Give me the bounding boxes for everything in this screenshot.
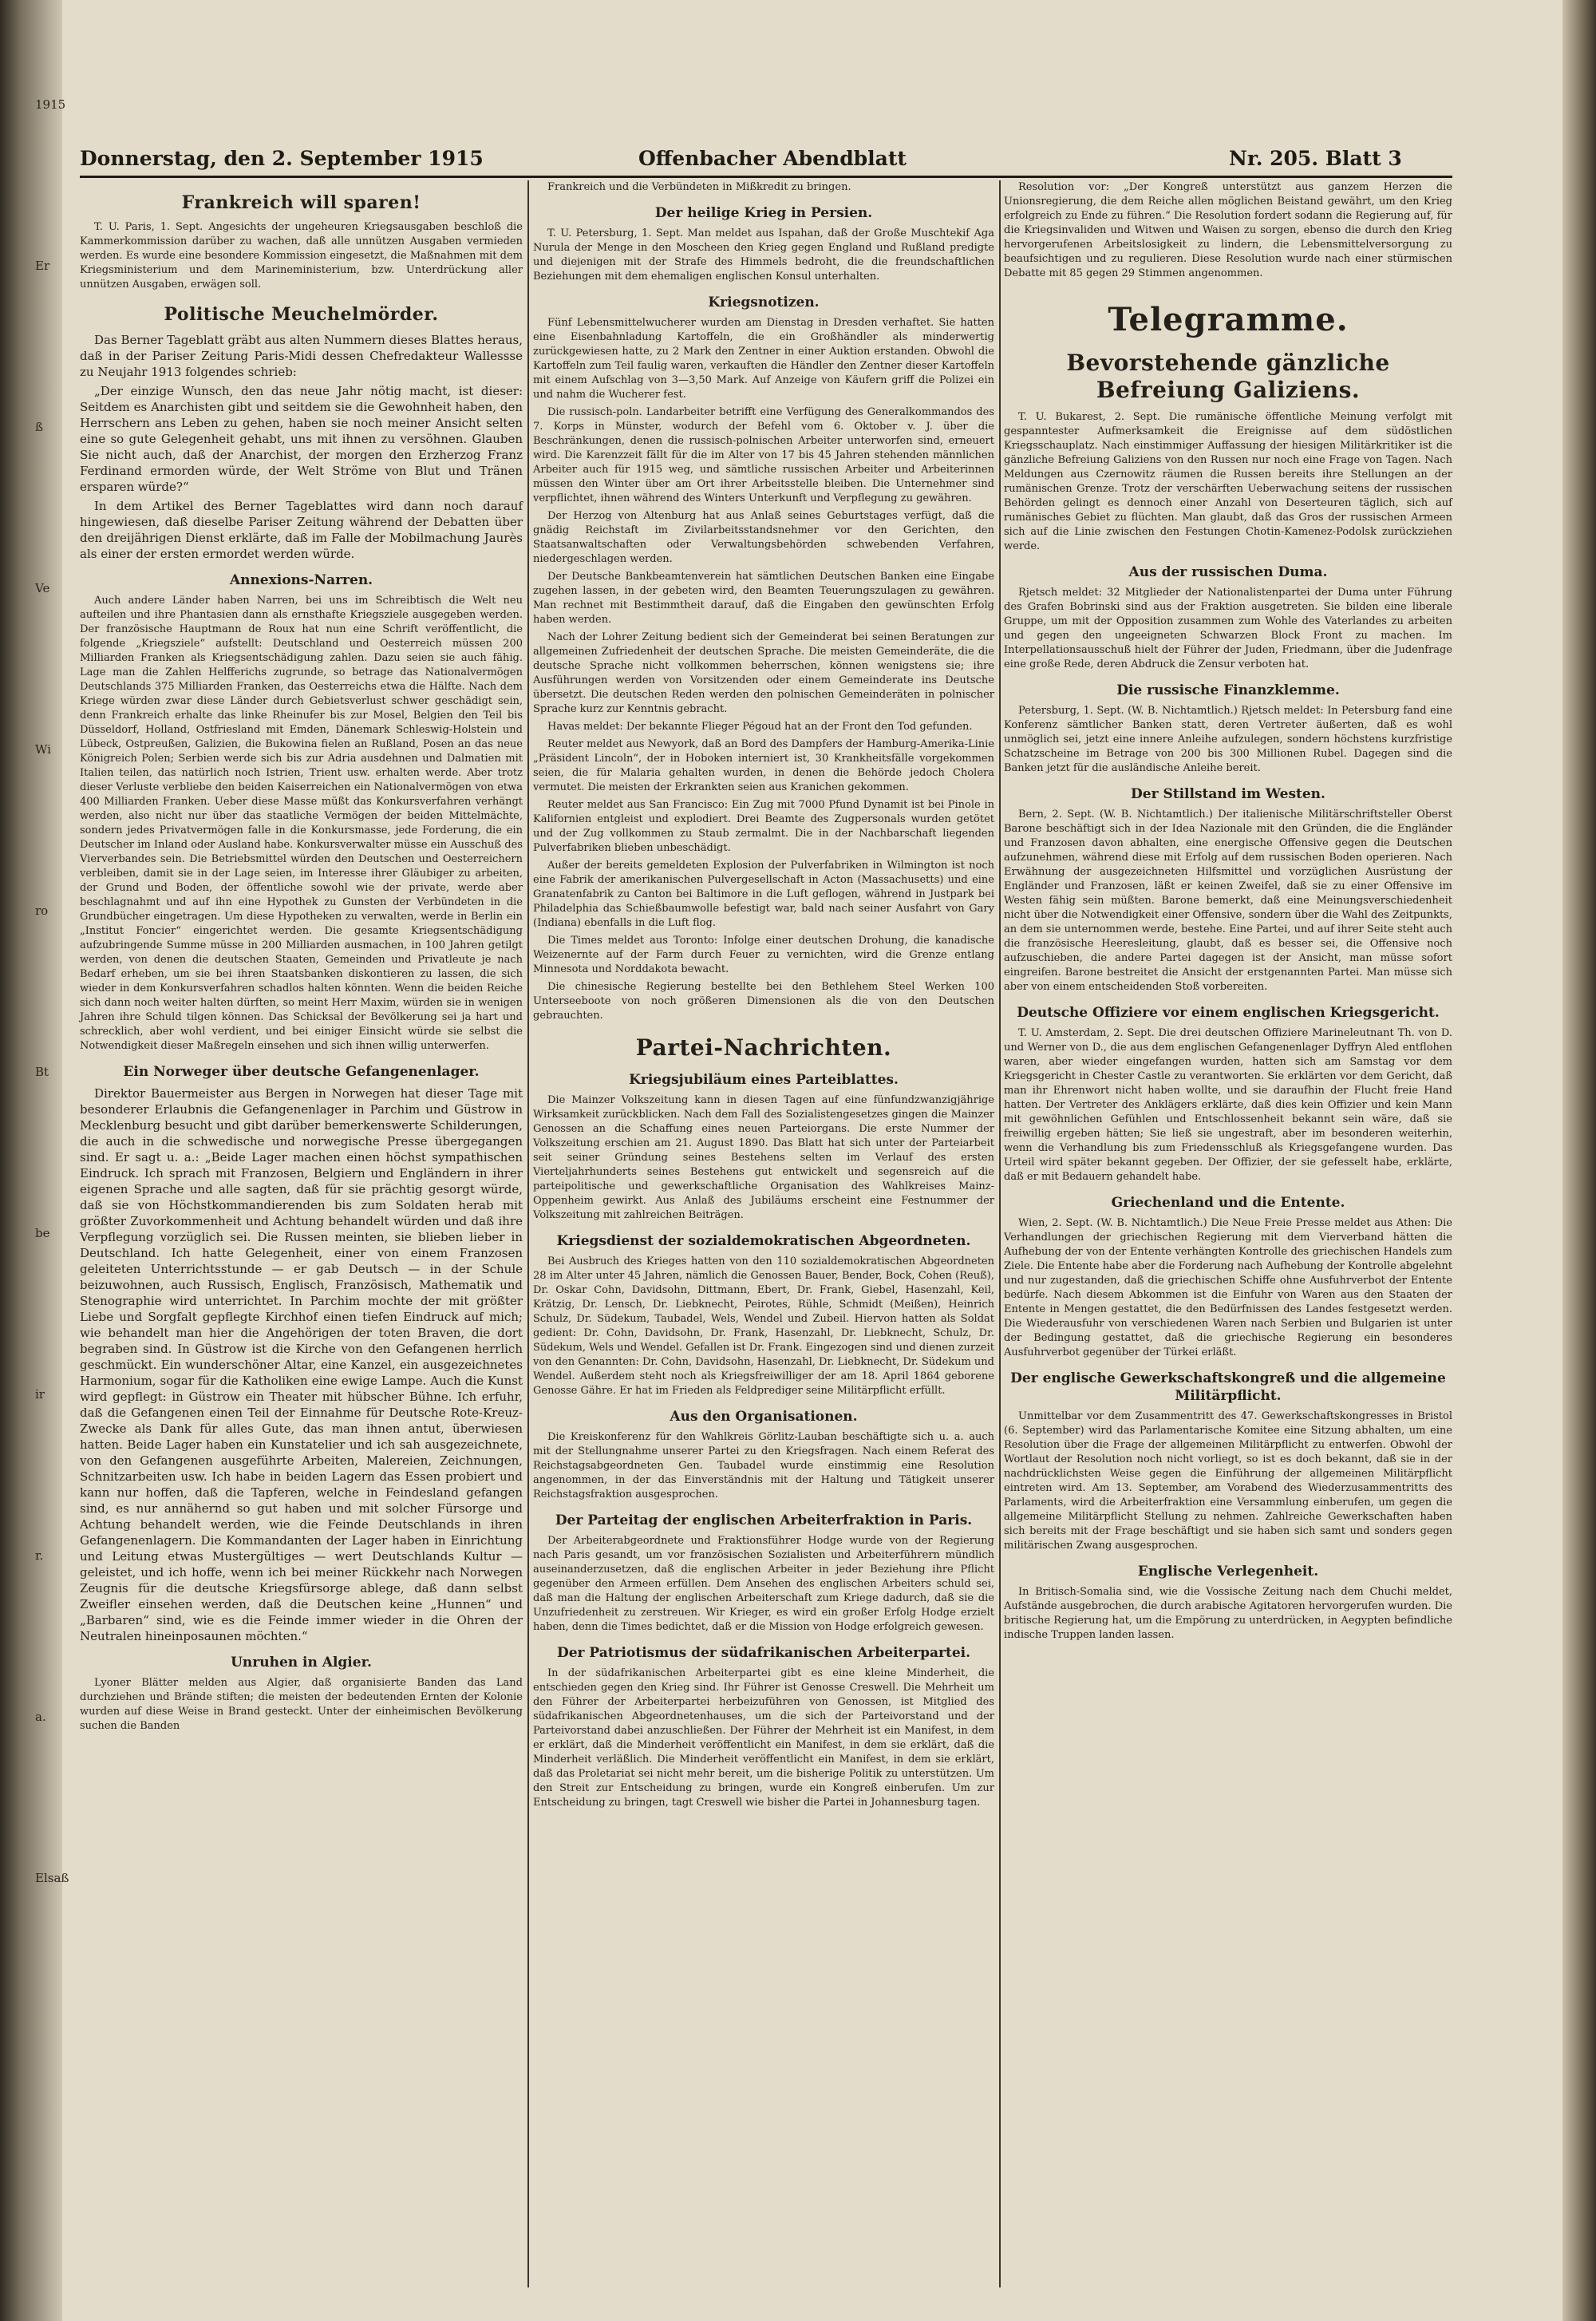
spine-fragment: Er xyxy=(35,259,50,273)
article-paragraph: Die russisch-poln. Landarbeiter betrifft eine Verfügung des Generalkommandos des 7. Korps in Münster, wodurch der Befehl vom 6. Oktober v. J. über die Beschränkungen, denen die russisch-polnischen Arbeiter unterworfen sind, erneuert wird. Die Karenzzeit fällt für die im Alter von 17 bis 45 Jahren stehenden männlichen Arbeiter auch für 1915 weg, und sämtliche russischen Arbeiter und Arbeiterinnen müssen den Winter über am Ort ihrer Arbeitsstelle bleiben. Die Unternehmer sind verpflichtet, ihnen während des Winters Unterkunft und Verpflegung zu gewähren. xyxy=(533,406,994,504)
article-paragraph: Petersburg, 1. Sept. (W. B. Nichtamtlich.) Rjetsch meldet: In Petersburg fand eine Konferenz sämtlicher Banken statt, deren Vertreter äußerten, daß es wohl unmöglich sei, jetzt eine innere Anleihe aufzulegen, sondern höchstens kurzfristige Schatzscheine im Betrage von 200 bis 300 Millionen Rubel. Dagegen sind die Banken jetzt für die ausländische Anleihe bereit. xyxy=(1004,705,1452,774)
article-paragraph: Havas meldet: Der bekannte Flieger Pégoud hat an der Front den Tod gefunden. xyxy=(547,721,973,733)
article-paragraph: In dem Artikel des Berner Tageblattes wird dann noch darauf hingewiesen, daß dieselbe Pariser Zeitung während der Debatten über den dreijährigen Dienst erklärte, daß im Falle der Mobilmachung Jaurès als einer der ersten ermordet werden würde. xyxy=(80,499,523,561)
spine-fragment: a. xyxy=(35,1710,46,1724)
spine-fragment: ß xyxy=(35,420,44,434)
article-paragraph: Reuter meldet aus San Francisco: Ein Zug mit 7000 Pfund Dynamit ist bei Pinole in Kalifornien entgleist und explodiert. Drei Beamte des Zugpersonals wurden getötet und der Zug vollkommen zu Staub zermalmt. Die in der Nachbarschaft liegenden Pulverfabriken blieben unbeschädigt. xyxy=(533,799,994,854)
column-divider xyxy=(527,180,529,2287)
article-paragraph: Nach der Lohrer Zeitung bedient sich der Gemeinderat bei seinen Beratungen zur allgemeinen Zufriedenheit der deutschen Sprache. Die meisten Gemeinderäte, die die deutsche Sprache nicht vollkommen beherrschen, können wenigstens sie; ihre Ausführungen werden von Vorsitzenden oder einem Gemeinderate ins Deutsche übersetzt. Die deutschen Reden werden den polnischen Gemeinderäten in polnischer Sprache kurz zur Kenntnis gebracht. xyxy=(533,631,994,715)
spine-text xyxy=(35,96,69,2030)
article-paragraph: T. U. Petersburg, 1. Sept. Man meldet aus Ispahan, daß der Große Muschtekif Aga Nurula der Menge in den Moscheen den Krieg gegen England und Rußland predigte und diejenigen mit der Strafe des Himmels bedroht, die die freundschaftlichen Beziehungen mit dem ehemaligen englischen Konsul unterhalten. xyxy=(533,227,994,283)
article-subheadline: Der Stillstand im Westen. xyxy=(1131,786,1325,802)
spine-fragment: be xyxy=(35,1226,50,1240)
binding-edge xyxy=(1562,0,1596,2321)
article-subheadline: Annexions-Narren. xyxy=(229,572,373,588)
article-subheadline: Kriegsjubiläum eines Parteiblattes. xyxy=(629,1072,899,1088)
article-paragraph: In Britisch-Somalia sind, wie die Vossische Zeitung nach dem Chuchi meldet, Aufstände ausgebrochen, die durch arabische Agitatoren hervorgerufen wurden. Die britische Regierung hat, um die Empörung zu unterdrücken, in Aegypten befindliche indische Truppen landen lassen. xyxy=(1004,1586,1452,1641)
column-1 xyxy=(80,180,523,2287)
article-paragraph: Resolution vor: „Der Kongreß unterstützt aus ganzem Herzen die Unionsregierung, die dem Reiche allen möglichen Beistand gewährt, um den Krieg erfolgreich zu Ende zu führen.“ Die Resolution fordert sodann die Regierung auf, für die Kriegsinvaliden und Witwen und Waisen zu sorgen, ebenso die durch den Krieg hervorgerufenen Arbeitslosigkeit zu lindern, die Lebensmittelversorgung zu beaufsichtigen und zu regulieren. Diese Resolution wurde nach einer stürmischen Debatte mit 85 gegen 29 Stimmen angenommen. xyxy=(1004,181,1452,279)
spine-fragment: Bt xyxy=(35,1065,49,1079)
article-subheadline: Kriegsnotizen. xyxy=(708,295,820,310)
article-paragraph: Auch andere Länder haben Narren, bei uns im Schreibtisch die Welt neu aufteilen und ihre Phantasien dann als ernsthafte Kriegsziele ausgegeben werden. Der französische Hauptmann de Roux hat nun eine Schrift veröffentlicht, die folgende „Kriegsziele“ aufstellt: Deutschland und Oesterreich müssen 200 Milliarden Franken als Kriegsentschädigung zahlen. Dazu seien sie auch fähig. Lage man die Zahlen Helfferichs zugrunde, so betrage das Nationalvermögen Deutschlands 375 Milliarden Franken, das Oesterreichs etwa die Hälfte. Nach dem Kriege würden zwar diese Länder durch Gebietsverlust schwer geschädigt sein, denn Frankreich erhalte das linke Rheinufer bis zur Mosel, Belgien den Teil bis Düsseldorf, Holland, Ostfriesland mit Emden, Dänemark Schleswig-Holstein und Lübeck, Ostpreußen, Galizien, die Bukowina fielen an Rußland, Posen an das neue Königreich Polen; Serbien werde sich bis zur Adria ausdehnen und Dalmatien mit Italien teilen, das natürlich noch Istrien, Trient usw. erhalten werde. Aber trotz dieser Verluste verbliebe den beiden Kaiserreichen ein Nationalvermögen von etwa 400 Milliarden Franken. Ueber diese Masse müßt das Konkursverfahren verhängt werden, also nicht nur über das staatliche Vermögen der beiden Mittelmächte, sondern jedes Privatvermögen falle in die Konkursmasse, jede Forderung, die ein Deutscher im Inland oder Ausland habe. Konkursverwalter müsse ein Ausschuß des Vierverbandes sein. Die Betriebsmittel würden den Deutschen und Oesterreichern verbleiben, damit sie in der Lage seien, im Interesse ihrer Gläubiger zu arbeiten, der Grund und Boden, der öffentliche sowohl wie der private, werde aber beschlagnahmt und auf ihn eine Hypothek zu Gunsten der Verbündeten in die Grundbücher eingetragen. Um diese Hypotheken zu verwalten, werde in Berlin ein „Institut Foncier“ eingerichtet werden. Die gesamte Kriegsentschädigung aufzubringende Summe müsse in 200 Milliarden ausmachen, in 100 Jahren getilgt werden, von denen die deutschen Staaten, Gemeinden und Privatleute je nach Bedarf erheben, um sie bei ihren Staatsbanken diskontieren zu lassen, die sich wieder in dem Konkursverfahren schadlos halten könnten. Wenn die beiden Reiche sich dann noch weiter halten dürften, so meint Herr Maxim, würden sie in wenigen Jahren ihre Schuld tilgen können. Das Schicksal der Bevölkerung sei ja hart und schrecklich, aber wohl verdient, und bei einiger Einsicht würde sie selbst die Notwendigkeit dieser Maßregeln einsehen und sich ihnen willig unterwerfen. xyxy=(80,595,523,1052)
article-subheadline: Unruhen in Algier. xyxy=(231,1655,372,1671)
header-paper-name: Offenbacher Abendblatt xyxy=(638,147,907,170)
article-paragraph: Die Kreiskonferenz für den Wahlkreis Görlitz-Lauban beschäftigte sich u. a. auch mit der Stellungnahme unserer Partei zu den Kriegsfragen. Nach einem Referat des Reichstagsabgeordneten Gen. Taubadel wurde einstimmig eine Resolution angenommen, in der das Einverständnis mit der Haltung und Tätigkeit unserer Reichstagsfraktion ausgesprochen. xyxy=(533,1431,994,1501)
article-subheadline: Die russische Finanzklemme. xyxy=(1116,682,1340,698)
article-paragraph: Die chinesische Regierung bestellte bei den Bethlehem Steel Werken 100 Unterseeboote von noch größeren Dimensionen als die von den Deutschen gebrauchten. xyxy=(533,981,994,1022)
spine-fragment: ir xyxy=(35,1387,45,1402)
article-paragraph: Der Herzog von Altenburg hat aus Anlaß seines Geburtstages verfügt, daß die gnädig Reichstaft im Zivilarbeitsstandsnehmer vor den Gerichten, den Staatsanwaltschaften oder Verwaltungsbehörden schwebenden Verfahren, niedergeschlagen werden. xyxy=(533,510,994,565)
article-subheadline: Der Parteitag der englischen Arbeiterfraktion in Paris. xyxy=(555,1512,973,1528)
article-paragraph: In der südafrikanischen Arbeiterpartei gibt es eine kleine Minderheit, die entschieden gegen den Krieg sind. Ihr Führer ist Genosse Creswell. Die Mehrheit um den Führer der Arbeiterpartei herbeizuführen von Genossen, ist Mitglied des südafrikanischen Abgeordnetenhauses, um die sich der Parteivorstand und der Parteivorstand dabei anzuschließen. Der Führer der Mehrheit ist ein Manifest, in dem er erklärt, daß die Minderheit veröffentlicht ein Manifest, in dem sie erklärt, daß die Minderheit verläßlich. Die Minderheit veröffentlicht ein Manifest, in dem sie erklärt, daß das Proletariat sei nicht mehr bereit, um die bisherige Politik zu unterstützen. Um den Streit zur Entscheidung zu bringen, wurde ein Kongreß einberufen. Um zur Entscheidung zu bringen, tagt Creswell wie bisher die Partei in Johannesburg tagen. xyxy=(533,1667,994,1809)
spine-fragment: Elsaß xyxy=(35,1871,69,1885)
article-headline: Bevorstehende gänzliche Befreiung Galiziens. xyxy=(1066,350,1390,403)
article-paragraph: Das Berner Tageblatt gräbt aus alten Nummern dieses Blattes heraus, daß in der Pariser Zeitung Paris-Midi dessen Chefredakteur Wallessse zu Neujahr 1913 folgendes schrieb: xyxy=(80,333,523,379)
article-paragraph: Direktor Bauermeister aus Bergen in Norwegen hat dieser Tage mit besonderer Erlaubnis die Gefangenenlager in Parchim und Güstrow in Mecklenburg besucht und gibt darüber bemerkenswerte Schilderungen, die auch in die schwedische und norwegische Presse übergegangen sind. Er sagt u. a.: „Beide Lager machen einen höchst sympathischen Eindruck. Ich sprach mit Franzosen, Belgiern und Engländern in ihrer eigenen Sprache und alle sagten, daß für sie prächtig gesorgt würde, daß sie von Höchstkommandierenden bis zum Soldaten herab mit größter Zuvorkommenheit und Achtung behandelt würden und daß ihre Verpflegung vorzüglich sei. Die Russen meinten, sie blieben lieber in Deutschland. Ich hatte Gelegenheit, einer von einem Franzosen geleiteten Unterrichtsstunde — er gab Deutsch — in der Schule beizuwohnen, auch Russisch, Englisch, Französisch, Mathematik und Stenographie wird unterrichtet. In Parchim mochte der mit größter Liebe und Sorgfalt gepflegte Kirchhof einen tiefen Eindruck auf mich; wie behandelt man hier die Angehörigen der toten Braven, die dort begraben sind. In Güstrow ist die Kirche von den Gefangenen herrlich geschmückt. Ein wunderschöner Altar, eine Kanzel, ein ausgezeichnetes Harmonium, sogar für die Katholiken eine ewige Lampe. Auch die Kunst wird gepflegt: in Güstrow ein Theater mit hübscher Bühne. Ich erfuhr, daß die Gefangenen einen Teil der Einnahme für Deutsche Rote-Kreuz-Zwecke als Dank für alles Gute, das man ihnen antut, überwiesen hatten. Beide Lager haben ein Kunstatelier und ich sah ausgezeichnete, von den Gefangenen ausgeführte Arbeiten, Malereien, Zeichnungen, Schnitzarbeiten usw. Ich habe in beiden Lagern das Essen probiert und kann nur hoffen, daß die Tapferen, welche in Feindesland gefangen sind, es nur annähernd so gut haben und mit solcher Fürsorge und Achtung behandelt werden, wie die Feinde Deutschlands in ihren Gefangenenlagern. Die Kommandanten der Lager haben in Einrichtung und Leitung etwas Mustergültiges — wert Deutschlands Kultur — geleistet, und ich hoffe, wenn ich bei meiner Rückkehr nach Norwegen Zeugnis für die deutsche Kriegsfürsorge ablege, daß dann selbst Zweifler einsehen werden, daß die Deutschen keine „Hunnen“ und „Barbaren“ sind, wie es die Feinde immer wieder in die Ohren der Neutralen hineinposaunen möchten.“ xyxy=(80,1086,523,1643)
article-headline: Frankreich will sparen! xyxy=(181,192,421,213)
article-subheadline: Der englische Gewerkschaftskongreß und die allgemeine Militärpflicht. xyxy=(1010,1370,1446,1404)
article-subheadline: Englische Verlegenheit. xyxy=(1137,1564,1319,1580)
article-subheadline: Aus der russischen Duma. xyxy=(1128,564,1328,580)
article-paragraph: T. U. Paris, 1. Sept. Angesichts der ungeheuren Kriegsausgaben beschloß die Kammerkommission darüber zu wachen, daß alle unnützen Ausgaben vermieden werden. Es wurde eine besondere Kommission eingesetzt, die Maßnahmen mit dem Kriegsministerium und dem Marineministerium, bzw. Unterdrückung aller unnützen Ausgaben, erwägen soll. xyxy=(80,221,523,291)
article-paragraph: T. U. Bukarest, 2. Sept. Die rumänische öffentliche Meinung verfolgt mit gespanntester Aufmerksamkeit die Ereignisse auf dem südöstlichen Kriegsschauplatz. Nach einstimmiger Auffassung der hiesigen Militärkritiker ist die gänzliche Befreiung Galiziens von den Russen nur noch eine Frage von Tagen. Nach Meldungen aus Czernowitz räumen die Russen bereits ihre Stellungen an der rumänischen Grenze. Trotz der verschärften Ueberwachung seitens der russischen Behörden gelingt es dennoch einer Anzahl von Deserteuren täglich, sich auf rumänisches Gebiet zu flüchten. Man glaubt, daß das Gros der russischen Armeen sich auf die Linie zwischen den Festungen Chotin-Kamenez-Podolsk zurückziehen werde. xyxy=(1004,411,1452,552)
article-paragraph: Der Deutsche Bankbeamtenverein hat sämtlichen Deutschen Banken eine Eingabe zugehen lassen, in der gebeten wird, den Beamten Teuerungszulagen zu gewähren. Man rechnet mit Bestimmtheit darauf, daß die Eingaben den gewünschten Erfolg haben werden. xyxy=(533,571,994,626)
article-paragraph: Bern, 2. Sept. (W. B. Nichtamtlich.) Der italienische Militärschriftsteller Oberst Barone beschäftigt sich in der Idea Nazionale mit den Gründen, die die Engländer und Franzosen davon abhalten, eine energische Offensive gegen die Deutschen aufzunehmen, während diese mit Erfolg auf dem russischen Boden operieren. Nach Erwähnung der ausgezeichneten Hilfsmittel und vorzüglichen Ausrüstung der Engländer und Franzosen, läßt er keinen Zweifel, daß sie zu einer Offensive im Westen fähig sein müßten. Barone bemerkt, daß eine Meinungsverschiedenheit nicht über die Notwendigkeit einer Offensive, sondern über die Wahl des Zeitpunkts, an dem sie unternommen werde, bestehe. Eine Partei, und auf ihrer Seite steht auch die französische Heeresleitung, glaubt, daß es besser sei, die Offensive noch aufzuschieben, die andere Partei dagegen ist der Ansicht, man müsse sofort eingreifen. Barone bestreitet die Ansicht der erstgenannten Partei. Man müsse sich aber von einem entscheidenden Stoß vorbereiten. xyxy=(1004,809,1452,993)
column-3 xyxy=(1004,180,1452,2287)
column-2 xyxy=(533,180,994,2287)
article-headline: Telegramme. xyxy=(1108,301,1349,338)
header-date: Donnerstag, den 2. September 1915 xyxy=(80,147,484,170)
article-paragraph: Unmittelbar vor dem Zusammentritt des 47. Gewerkschaftskongresses in Bristol (6. September) wird das Parlamentarische Komitee eine Sitzung abhalten, um eine Resolution über die Frage der allgemeinen Militärpflicht zu entwerfen. Obwohl der Wortlaut der Resolution noch nicht vorliegt, so ist es doch bekannt, daß sie in der nachdrücklichsten Weise gegen die Einführung der allgemeinen Militärpflicht eintreten wird. Am 13. September, am Vorabend des Wiederzusammentritts des Parlaments, wird die Arbeiterfraktion eine Versammlung einberufen, um gegen die allgemeine Militärpflicht Stellung zu nehmen. Zahlreiche Gewerkschaften haben sich bereits mit der Frage beschäftigt und sie haben sich samt und sonders gegen militärischen Zwang ausgesprochen. xyxy=(1004,1410,1452,1552)
article-paragraph: Der Arbeiterabgeordnete und Fraktionsführer Hodge wurde von der Regierung nach Paris gesandt, um vor französischen Sozialisten und Arbeiterführern mündlich auseinanderzusetzen, daß die englischen Arbeiter in jeder Beziehung ihre Pflicht gegenüber den Armeen erfüllen. Dem Ansehen des englischen Arbeiters schuld sei, daß man die Haltung der englischen Arbeiterschaft zum Kriege dadurch, daß sie die Unzufriedenheit zu zerstreuen. Wir Krieger, es wird ein großer Erfolg Hodge erzielt haben, denn die Times bedichtet, daß er die Mission von Hodge erfolgreich gewesen. xyxy=(533,1535,994,1633)
article-paragraph: „Der einzige Wunsch, den das neue Jahr nötig macht, ist dieser: Seitdem es Anarchisten gibt und seitdem sie die Gewohnheit haben, den Herrschern ans Leben zu gehen, haben sie noch meiner Ansicht selten eine so gute Gelegenheit gehabt, uns mit ihnen zu versöhnen. Glauben Sie nicht auch, daß der Anarchist, der morgen den Erzherzog Franz Ferdinand ermorden würde, der Welt Ströme von Blut und Tränen ersparen würde?“ xyxy=(80,384,523,494)
spine-fragment: 1915 xyxy=(35,97,66,112)
article-paragraph: Bei Ausbruch des Krieges hatten von den 110 sozialdemokratischen Abgeordneten 28 im Alter unter 45 Jahren, nämlich die Genossen Bauer, Bender, Bock, Cohen (Reuß), Dr. Oskar Cohn, Davidsohn, Dittmann, Ebert, Dr. Frank, Giebel, Hasenzahl, Keil, Krätzig, Dr. Lensch, Dr. Liebknecht, Peirotes, Rühle, Schmidt (Meißen), Heinrich Schulz, Dr. Südekum, Taubadel, Wels, Wendel und Zubeil. Hiervon hatten als Soldat gedient: Dr. Cohn, Davidsohn, Dr. Frank, Hasenzahl, Dr. Liebknecht, Schulz, Dr. Südekum, Wels und Wendel. Gefallen ist Dr. Frank. Eingezogen sind und dienen zurzeit von den Genannten: Dr. Cohn, Davidsohn, Hasenzahl, Dr. Liebknecht, Dr. Südekum und Wendel. Außerdem steht noch als Kriegsfreiwilliger der am 18. April 1864 geborene Genosse Gähre. Er hat im Frieden als Feldprediger seine Militärpflicht erfüllt. xyxy=(533,1255,994,1397)
spine-fragment: Wi xyxy=(35,742,51,757)
article-subheadline: Deutsche Offiziere vor einem englischen Kriegsgericht. xyxy=(1017,1005,1440,1021)
article-subheadline: Kriegsdienst der sozialdemokratischen Abgeordneten. xyxy=(556,1233,971,1249)
spine-fragment: Ve xyxy=(35,581,50,595)
article-paragraph: Die Times meldet aus Toronto: Infolge einer deutschen Drohung, die kanadische Weizenernte auf der Farm durch Feuer zu vernichten, wird die Grenze entlang Minnesota und Norddakota bewacht. xyxy=(533,935,994,975)
article-subheadline: Griechenland und die Entente. xyxy=(1111,1195,1345,1211)
article-headline: Politische Meuchelmörder. xyxy=(164,304,439,325)
article-subheadline: Der heilige Krieg in Persien. xyxy=(654,205,873,221)
article-paragraph: Reuter meldet aus Newyork, daß an Bord des Dampfers der Hamburg-Amerika-Linie „Präsident Lincoln“, der in Hoboken interniert ist, 30 Krankheitsfälle vorgekommen seien, die für Malaria gehalten wurden, in denen die Behörde jedoch Cholera vermutet. Die meisten der Erkrankten seien aus Kranichen gekommen. xyxy=(533,738,994,793)
article-paragraph: Lyoner Blätter melden aus Algier, daß organisierte Banden das Land durchziehen und Brände stiften; die meisten der bedeutenden Ernten der Kolonie wurden auf diese Weise in Brand gesteckt. Unter der einheimischen Bevölkerung suchen die Banden xyxy=(80,1677,523,1732)
article-paragraph: Fünf Lebensmittelwucherer wurden am Dienstag in Dresden verhaftet. Sie hatten eine Eisenbahnladung Kartoffeln, die ein Großhändler als minderwertig zurückgewiesen hatte, zu 2 Mark den Zentner in einer Auktion erstanden. Obwohl die Kartoffeln zum Teil faulig waren, verkauften die Händler den Zentner dieser Kartoffeln mit einem Aufschlag von 3—3,50 Mark. Auf Anzeige von Käufern griff die Polizei ein und nahm die Wucherer fest. xyxy=(533,317,994,401)
article-subheadline: Der Patriotismus der südafrikanischen Arbeiterpartei. xyxy=(556,1645,971,1661)
header-issue: Nr. 205. Blatt 3 xyxy=(1229,147,1402,170)
spine-fragment: ro xyxy=(35,903,49,918)
column-divider xyxy=(999,180,1001,2287)
article-paragraph: T. U. Amsterdam, 2. Sept. Die drei deutschen Offiziere Marineleutnant Th. von D. und Werner von D., die aus dem englischen Gefangenenlager Dyffryn Aled entflohen waren, aber wieder eingefangen wurden, hatten sich am Samstag vor dem Kriegsgericht in Chester Castle zu verantworten. Sie erklärten vor dem Gericht, daß man ihr Ehrenwort nicht haben wollte, und sie daraufhin der Flucht freie Hand hatten. Der Vertreter des Anklägers erklärte, daß dies kein Offizier und kein Mann mit gewöhnlichen Gefühlen und Entschlossenheit bekannt sein wäre, daß sie freiwillig ergeben hätten; Sie ließ sie ungestraft, aber im besonderen weiterhin, wenn die Verhandlung bis zum Friedensschluß als Kriegsgefangene wurden. Das Urteil wird später bekannt gegeben. Der Offizier, der sie gefesselt habe, erklärte, daß er mit Bedauern gehandelt habe. xyxy=(1004,1027,1452,1183)
article-subheadline: Ein Norweger über deutsche Gefangenenlager. xyxy=(123,1064,480,1080)
masthead xyxy=(80,144,1452,178)
article-paragraph: Wien, 2. Sept. (W. B. Nichtamtlich.) Die Neue Freie Presse meldet aus Athen: Die Verhandlungen der griechischen Regierung mit dem Vierverband hätten die Aufhebung der von der Entente verhängten Kontrolle des griechischen Handels zum Ziele. Die Entente habe aber die Forderung nach Aufhebung der Kontrolle abgelehnt und nur zugestanden, daß die griechischen Schiffe ohne Ausfuhrverbot der Entente bedürfe. Nach diesem Abkommen ist die Einfuhr von Waren aus den Staaten der Entente in Mengen gestattet, die den Bedürfnissen des Landes festgesetzt werden. Die Wiederausfuhr von verschiedenen Waren nach Serbien und Bulgarien ist unter der Bedingung gestattet, daß die griechische Regierung ein besonderes Ausfuhrverbot gegenüber der Türkei erläßt. xyxy=(1004,1217,1452,1358)
article-paragraph: Rjetsch meldet: 32 Mitglieder der Nationalistenpartei der Duma unter Führung des Grafen Bobrinski sind aus der Fraktion ausgetreten. Sie bilden eine liberale Gruppe, um mit der Opposition zusammen zum Wohle des Vaterlandes zu arbeiten und gegen den ungeeigneten Schwarzen Block Front zu machen. Im Interpellationsausschuß hielt der Führer der Juden, Friedmann, über die Judenfrage eine große Rede, deren Abdruck die Zensur verboten hat. xyxy=(1004,587,1452,670)
article-headline: Partei-Nachrichten. xyxy=(635,1034,892,1061)
article-paragraph: Außer der bereits gemeldeten Explosion der Pulverfabriken in Wilmington ist noch eine Fabrik der amerikanischen Pulvergesellschaft in Acton (Massachusetts) und eine Granatenfabrik zu Canton bei Baltimore in die Luft geflogen, während in Justpark bei Philadelphia das Schießbaumwolle befestigt war, bald nach seiner Ausfahrt von Gary (Indiana) ebenfalls in die Luft flog. xyxy=(533,860,994,929)
article-subheadline: Aus den Organisationen. xyxy=(670,1409,858,1425)
spine-fragment: r. xyxy=(35,1548,44,1563)
article-paragraph: Frankreich und die Verbündeten in Mißkredit zu bringen. xyxy=(547,181,851,193)
article-paragraph: Die Mainzer Volkszeitung kann in diesen Tagen auf eine fünfundzwanzigjährige Wirksamkeit zurückblicken. Nach dem Fall des Sozialistengesetzes gingen die Mainzer Genossen an die Schaffung eines neuen Parteiorgans. Die erste Nummer der Volkszeitung erschien am 21. August 1890. Das Blatt hat sich unter der Parteiarbeit seit seiner Gründung seines Bestehens selten im Verlauf des ersten Vierteljahrhunderts seines Bestehens gut entwickelt und segensreich auf die parteipolitische und gewerkschaftliche Organisation des Wahlkreises Mainz-Oppenheim gewirkt. Aus Anlaß des Jubiläums erscheint eine Festnummer der Volkszeitung mit zahlreichen Beiträgen. xyxy=(533,1094,994,1221)
